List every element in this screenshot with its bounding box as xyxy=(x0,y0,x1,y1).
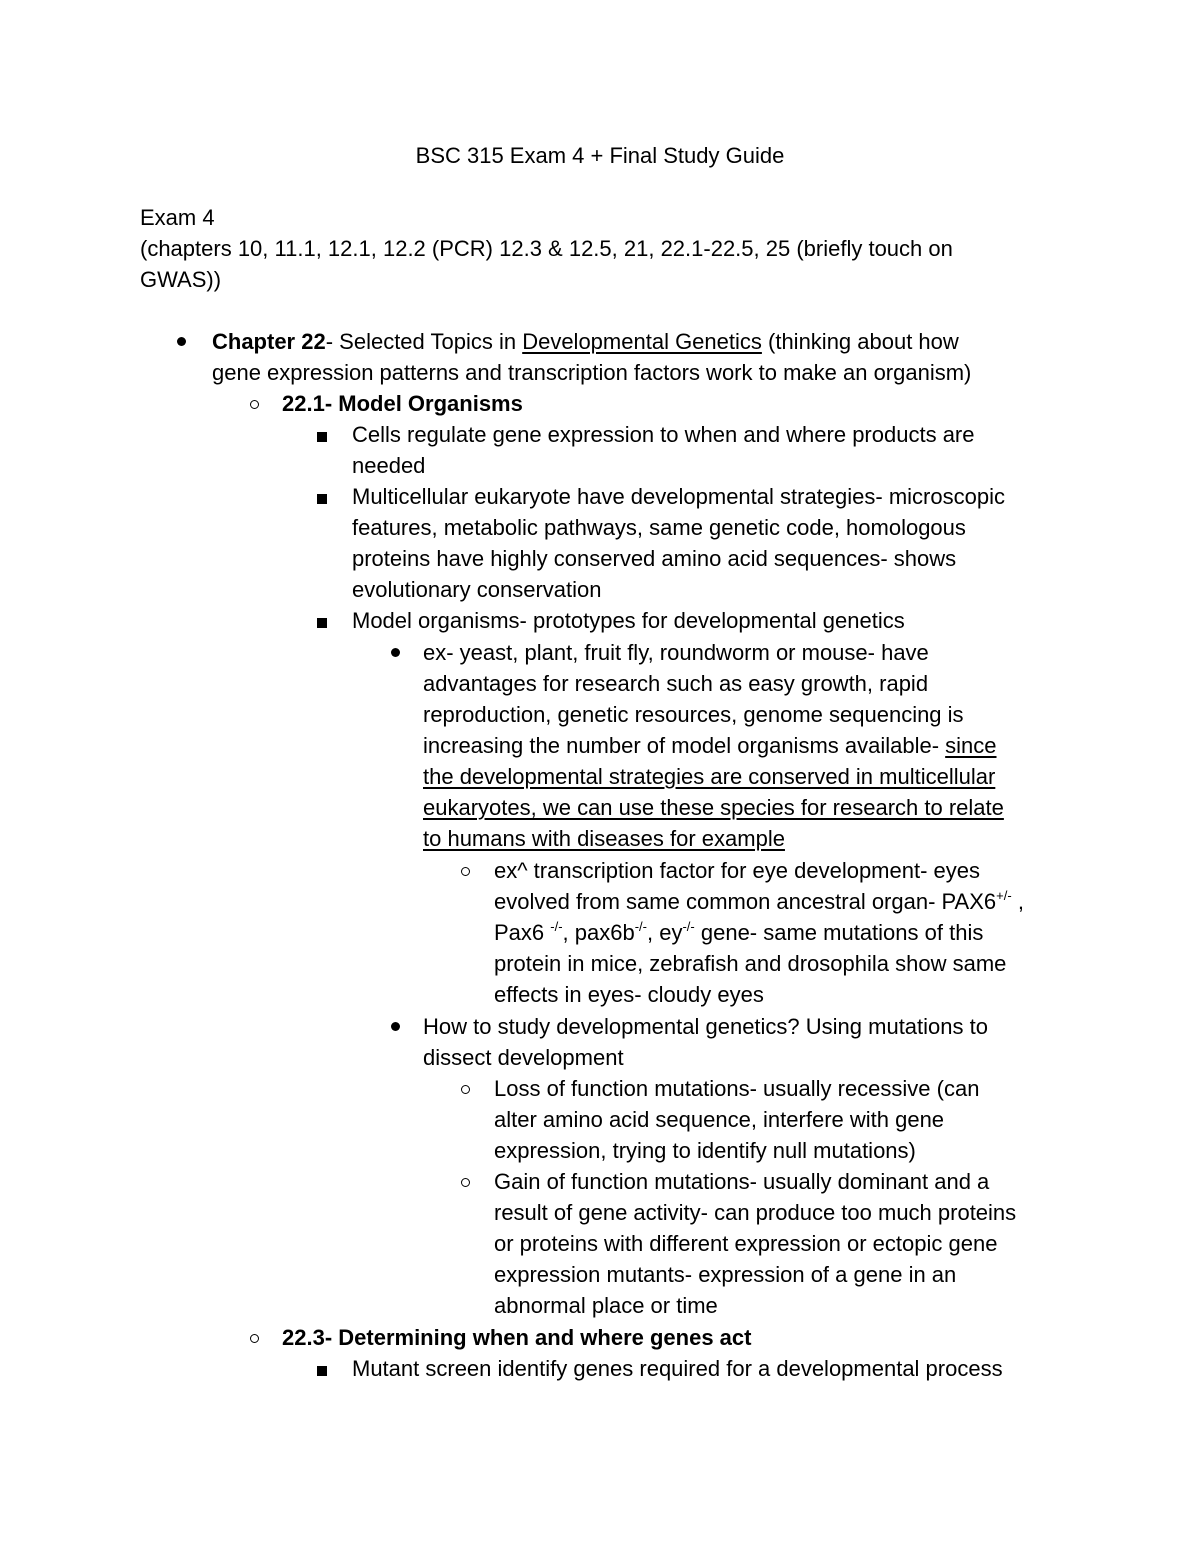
list-item: How to study developmental genetics? Using mutations to xyxy=(423,1014,988,1039)
list-item xyxy=(494,917,983,948)
section-heading-22-3: 22.3- Determining when and where genes act xyxy=(282,1325,752,1350)
text-run: evolved from same common ancestral organ- PAX6 xyxy=(494,889,997,914)
chapter-22-text: - Selected Topics in xyxy=(325,329,523,354)
bullet-square-icon xyxy=(317,432,327,442)
bullet-disc-icon xyxy=(177,337,186,346)
list-item: reproduction, genetic resources, genome sequencing is xyxy=(423,702,964,727)
underlined-text: eukaryotes, we can use these species for research to relate xyxy=(423,795,1004,820)
bullet-square-icon xyxy=(317,1366,327,1376)
chapter-22-line: gene expression patterns and transcription factors work to make an organism) xyxy=(212,360,972,385)
section-heading-22-1: 22.1- Model Organisms xyxy=(282,391,523,416)
list-item xyxy=(423,730,997,761)
list-item: ex^ transcription factor for eye development- eyes xyxy=(494,858,980,883)
bullet-square-icon xyxy=(317,494,327,504)
list-item: expression mutants- expression of a gene in an xyxy=(494,1262,957,1287)
superscript: -/- xyxy=(634,919,647,934)
list-item: proteins have highly conserved amino acid sequences- shows xyxy=(352,546,957,571)
bullet-circle-icon xyxy=(461,867,470,876)
list-item: effects in eyes- cloudy eyes xyxy=(494,982,764,1007)
list-item: features, metabolic pathways, same genetic code, homologous xyxy=(352,515,966,540)
list-item: expression, trying to identify null mutations) xyxy=(494,1138,916,1163)
text-run: Pax6 xyxy=(494,920,551,945)
bullet-square-icon xyxy=(317,618,327,628)
list-item: abnormal place or time xyxy=(494,1293,718,1318)
list-item: Gain of function mutations- usually dominant and a xyxy=(494,1169,990,1194)
text-run: , ey xyxy=(647,920,683,945)
list-item: dissect development xyxy=(423,1045,624,1070)
superscript: +/- xyxy=(996,888,1012,903)
text-run: gene- same mutations of this xyxy=(694,920,984,945)
underlined-text: the developmental strategies are conserved in multicellular xyxy=(423,764,996,789)
list-item: result of gene activity- can produce too much proteins xyxy=(494,1200,1017,1225)
list-item: ex- yeast, plant, fruit fly, roundworm or mouse- have xyxy=(423,640,929,665)
chapters-line: GWAS)) xyxy=(140,267,222,292)
list-item xyxy=(494,886,1024,917)
chapter-22-underlined: Developmental Genetics xyxy=(522,329,762,354)
exam-heading: Exam 4 xyxy=(140,205,215,230)
list-item: protein in mice, zebrafish and drosophila show same xyxy=(494,951,1007,976)
chapter-22-label: Chapter 22 xyxy=(212,329,326,354)
superscript: -/- xyxy=(682,919,695,934)
text-run: , xyxy=(1011,889,1024,914)
superscript: -/- xyxy=(550,919,563,934)
list-item: advantages for research such as easy growth, rapid xyxy=(423,671,929,696)
list-item: or proteins with different expression or ectopic gene xyxy=(494,1231,998,1256)
list-item: Cells regulate gene expression to when and where products are xyxy=(352,422,975,447)
list-item: needed xyxy=(352,453,426,478)
list-item: Mutant screen identify genes required for a developmental process xyxy=(352,1356,1003,1381)
bullet-circle-icon xyxy=(250,1334,259,1343)
chapters-line: (chapters 10, 11.1, 12.1, 12.2 (PCR) 12.3 & 12.5, 21, 22.1-22.5, 25 (briefly touch on xyxy=(140,236,953,261)
bullet-disc-icon xyxy=(391,1022,400,1031)
list-item: Model organisms- prototypes for developmental genetics xyxy=(352,608,905,633)
text-run: increasing the number of model organisms available- xyxy=(423,733,946,758)
underlined-text: to humans with diseases for example xyxy=(423,826,785,851)
text-run: , pax6b xyxy=(562,920,635,945)
list-item: Loss of function mutations- usually recessive (can xyxy=(494,1076,980,1101)
document-title: BSC 315 Exam 4 + Final Study Guide xyxy=(415,143,785,168)
chapter-22-line xyxy=(212,326,959,357)
chapter-22-text: (thinking about how xyxy=(761,329,959,354)
list-item: alter amino acid sequence, interfere with gene xyxy=(494,1107,945,1132)
bullet-circle-icon xyxy=(250,400,259,409)
list-item: evolutionary conservation xyxy=(352,577,602,602)
list-item: Multicellular eukaryote have developmental strategies- microscopic xyxy=(352,484,1005,509)
bullet-circle-icon xyxy=(461,1178,470,1187)
bullet-disc-icon xyxy=(391,648,400,657)
bullet-circle-icon xyxy=(461,1085,470,1094)
underlined-text: since xyxy=(945,733,997,758)
